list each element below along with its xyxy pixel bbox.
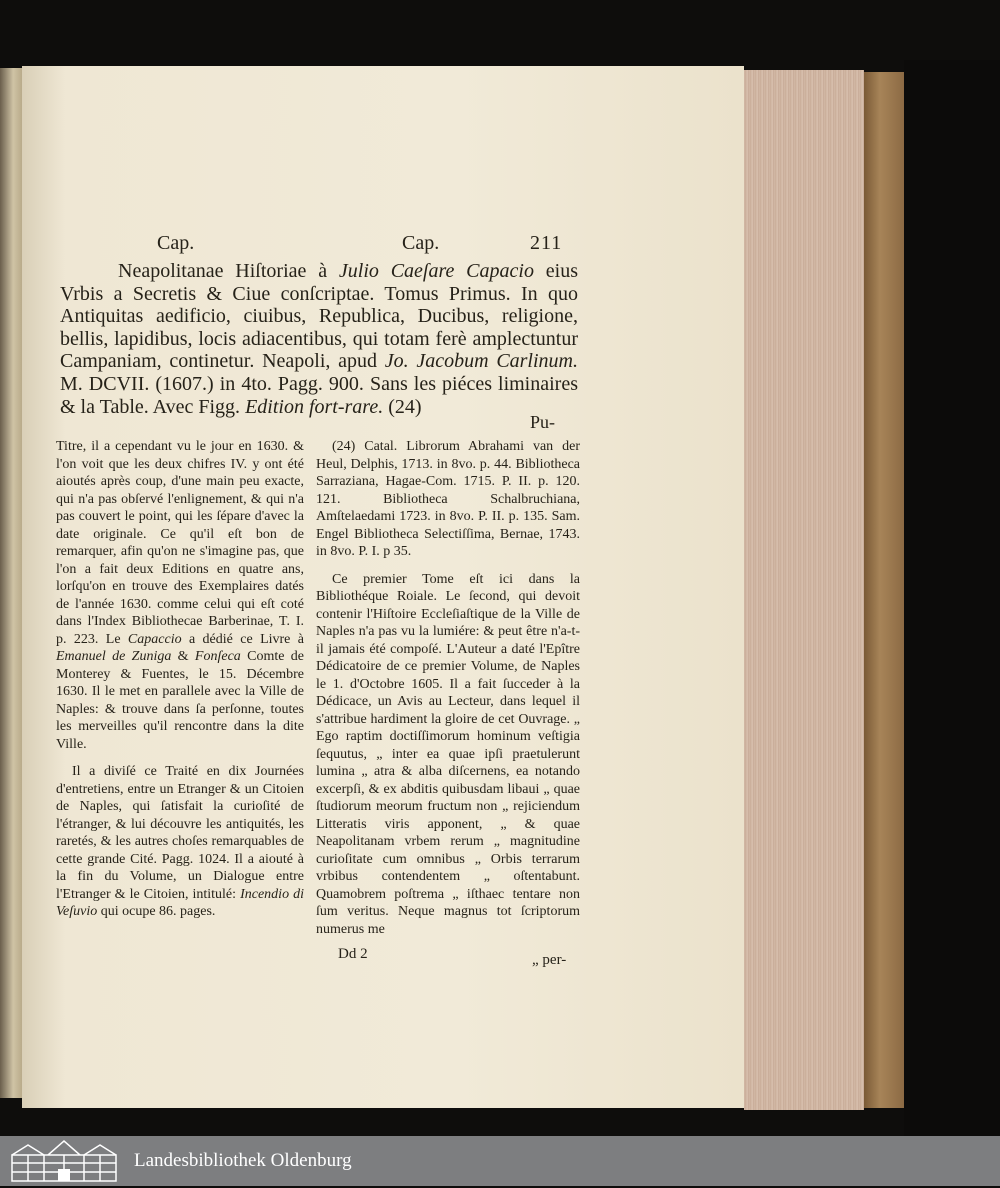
running-header-center: Cap. [402,232,440,254]
catchword: Pu- [530,412,556,432]
text-run: Titre, il a cependant vu le jour en 1630. & l'on voit que les deux chifres IV. y ont été aioutés après coup, d'une main peu exacte, qui n'a pas obſervé l'enlignement, & qui n'a pas couvert le point, qui les ſépare d'avec la date originale. Ce qu'il eſt bon de remarquer, afin qu'on ne s'imagine pas, que l'on a fait deux Editions en quatre ans, lorſqu'on en trouve des Exemplaires datés de l'année 1630. comme celui qui eſt coté dans l'Index Bibliothecae Barberinae, T. I. p. 223. Le [56,439,304,647]
catchword: „ per- [532,952,567,968]
right-column [316,438,580,948]
page-number: 211 [530,232,563,254]
library-name: Landesbibliothek Oldenburg [134,1150,352,1171]
book-cover [864,72,904,1108]
page-edges [744,70,864,1110]
footnote-reference: (24) [383,395,422,418]
text-run: Il a diviſé ce Traité en dix Journées d'entretiens, entre un Etranger & un Citoien de Naples, qui ſatisfait la curioſité de l'étranger, & lui découvre les antiquités, les raretés, & les autres choſes remarquables de cette grande Cité. Pagg. 1024. Il a aiouté à la fin du Volume, un Dialogue entre l'Etranger & le Citoien, intitulé: [56,764,304,902]
left-page-edge [0,68,22,1098]
signature-mark: Dd 2 [338,946,368,962]
italic-name: Fonſeca [194,649,241,664]
entry-text: M. DCVII. (1607.) in 4to. Pagg. 900. Sans les piéces liminaires & la Table. Avec Figg. [60,372,578,418]
book-page [22,66,744,1108]
library-building-icon [8,1139,120,1183]
entry-author: Julio Caeſare Capacio [338,260,534,282]
background-shadow [904,60,1000,1136]
entry-text: eius Vrbis a Secretis & Ciue conſcriptae. Tomus Primus. In quo Antiquitas aedificio, ciuibus, Republica, Ducibus, religione, bellis, lapidibus, locis adiacentibus, qui totam ferè amplectuntur Campaniam, continetur. Neapoli, apud [60,260,578,373]
italic-name: Emanuel de Zuniga [56,649,172,664]
italic-title: Incendio di Veſuvio [56,886,305,919]
text-run: Comte de Monterey & Fuentes, le 15. Décembre 1630. Il le met en parallele avec la Ville de Naples: & trouve dans ſa perſonne, toutes les merveilles qu'il rencontre dans la dite Ville. [56,649,305,752]
text-run: qui ocupe 86. pages. [97,904,216,919]
footnote: (24) Catal. Librorum Abrahami van der Heul, Delphis, 1713. in 8vo. p. 44. Bibliotheca Sarraziana, Hagae-Com. 1715. P. II. p. 120. 121. Bibliotheca Schalbruchiana, Amſtelaedami 1723. in 8vo. P. II. p. 135. Sam. Engel Bibliotheca Selectiſſima, Bernae, 1743. in 8vo. P. I. p 35. [316,439,580,559]
running-header-left: Cap. [157,232,195,254]
entry-rarity: Edition fort-rare. [245,395,384,418]
entry-text: Neapolitanae Hiſtoriae à [118,260,339,282]
bibliographic-entry [60,260,578,418]
paragraph [56,438,304,753]
entry-printer: Jo. Jacobum Carlinum. [384,350,578,373]
left-column [56,438,304,931]
paragraph [56,763,304,921]
text-run: & [171,649,195,664]
text-run: a dédié ce Livre à [181,631,304,647]
footer-bar [0,1136,1000,1186]
paragraph: Ce premier Tome eſt ici dans la Bibliothéque Roiale. Le ſecond, qui devoit contenir l'Hiſtoire Eccleſiaſtique de la Ville de Naples n'a pas vu la lumiére: & peut être n'a-t-il jamais été compoſé. L'Auteur a daté l'Epître Dédicatoire de ce premier Volume, de Naples le 1. d'Octobre 1605. Il a fait ſucceder à la Dédicace, un Avis au Lecteur, dans lequel il s'attribue hardiment la gloire de cet Ouvrage. „ Ego raptim doctiſſimorum hominum veſtigia ſequutus, „ inter ea quae ipſi praetulerunt lumina „ atra & alba diſcernens, ea notando excerpſi, & ex abditis quibusdam libaui „ quae ſtudiorum meorum fructum non „ rejiciendum Litteratis viris apponent, „ & quae Neapolitanam vrbem rerum „ magnitudine curioſitate cum omnibus „ Orbis terrarum vrbibus contendentem „ oſtentabunt. Quamobrem poſtrema „ iſthaec tentare non ſum veritus. Neque magnus tot ſcriptorum numerus me [316,571,580,937]
italic-name: Capaccio [127,631,182,647]
